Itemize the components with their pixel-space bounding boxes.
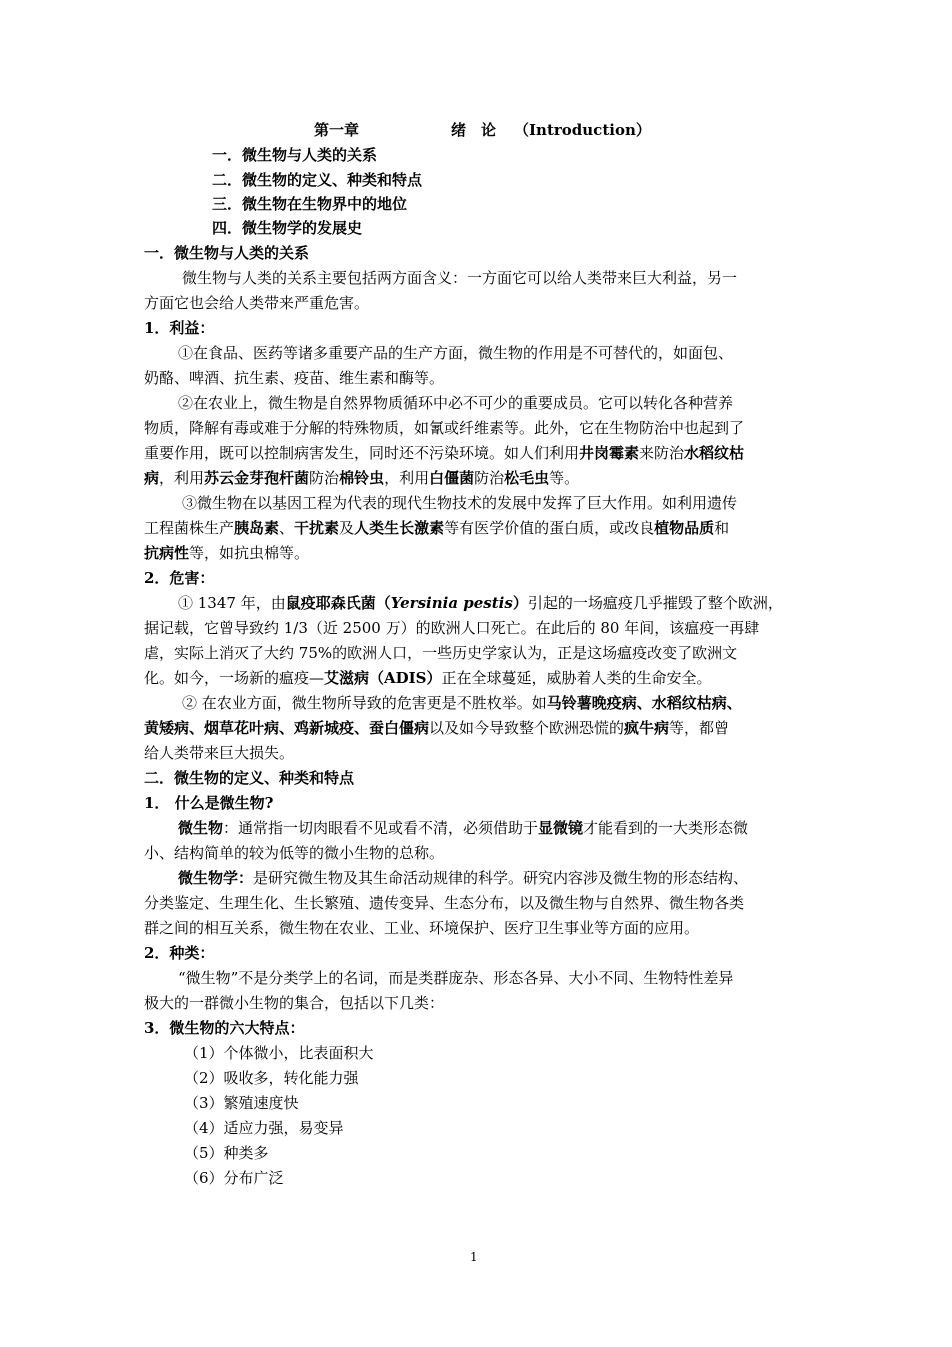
benefit-2-line-3 xyxy=(144,441,812,466)
text-run: 引起的一场瘟疫几乎摧毁了整个欧洲， xyxy=(527,594,783,612)
text-run: 才能看到的一大类形态微 xyxy=(583,819,749,837)
text-run: 和 xyxy=(714,519,730,537)
section-2 xyxy=(144,766,812,1191)
benefit-2-line-4 xyxy=(144,466,812,491)
term-animal-diseases: 黄矮病、烟草花叶病、鸡新城疫、蚕白僵病 xyxy=(144,719,430,737)
what-is-heading: 1． 什么是微生物? xyxy=(144,794,274,812)
harm-1-line-2: 据记载，它曾导致约 1/3（近 2500 万）的欧洲人口死亡。在此后的 80 年间，该瘟疫一再肆 xyxy=(144,619,760,637)
text-run: 防治 xyxy=(474,469,505,487)
text-run: 重要作用，既可以控制病害发生，同时还不污染环境。如人们利用 xyxy=(144,444,580,462)
toc-item-2: 二．微生物的定义、种类和特点 xyxy=(212,171,423,189)
term-insulin: 胰岛素 xyxy=(234,519,280,537)
term-pine-caterpillar: 松毛虫 xyxy=(504,469,550,487)
definition-2-line-1 xyxy=(144,866,812,891)
text-run: 等，都曾 xyxy=(669,719,730,737)
feature-item-4: （4）适应力强，易变异 xyxy=(184,1119,344,1137)
text-run: 是研究微生物及其生命活动规律的科学。研究内容涉及微生物的形态结构、 xyxy=(253,869,749,887)
harm-2-line-2 xyxy=(144,716,812,741)
text-run: 来防治 xyxy=(639,444,685,462)
harm-1-line-4 xyxy=(144,666,812,691)
text-run: 等，如抗虫棉等。 xyxy=(189,544,310,562)
toc-item-4: 四．微生物学的发展史 xyxy=(212,219,363,237)
kinds-line-1: “微生物”不是分类学上的名词，而是类群庞杂、形态各异、大小不同、生物特性差异 xyxy=(178,969,734,987)
feature-item-3: （3）繁殖速度快 xyxy=(184,1094,299,1112)
text-run: 防治 xyxy=(309,469,340,487)
text-run: ） xyxy=(512,594,528,612)
chapter-title xyxy=(314,118,651,143)
text-run: 等有医学价值的蛋白质，或改良 xyxy=(444,519,655,537)
page-number: 1 xyxy=(470,1250,478,1264)
text-run: ，利用 xyxy=(384,469,430,487)
term-growth-hormone: 人类生长激素 xyxy=(354,519,445,537)
term-yersinia: 鼠疫耶森氏菌（ xyxy=(285,594,391,612)
term-cotton-bollworm: 棉铃虫 xyxy=(339,469,385,487)
benefit-1-line-1: ①在食品、医药等诸多重要产品的生产方面，微生物的作用是不可替代的，如面包、 xyxy=(178,344,734,362)
term-crop-diseases: 马铃薯晚疫病、水稻纹枯病、 xyxy=(546,694,742,712)
chapter-title-word: 绪 论 xyxy=(451,121,497,139)
section-2-heading: 二．微生物的定义、种类和特点 xyxy=(144,769,355,787)
text-run: ：通常指一切肉眼看不见或看不清，必须借助于 xyxy=(223,819,539,837)
term-microorganism: 微生物 xyxy=(178,819,224,837)
feature-item-1: （1）个体微小，比表面积大 xyxy=(184,1044,374,1062)
text-run: 及 xyxy=(339,519,355,537)
toc-item-1: 一．微生物与人类的关系 xyxy=(212,146,378,164)
term-rice-sheath-blight: 水稻纹枯 xyxy=(684,444,745,462)
text-run: 、 xyxy=(279,519,295,537)
benefit-2-line-1: ②在农业上，微生物是自然界物质循环中必不可少的重要成员。它可以转化各种营养 xyxy=(178,394,734,412)
benefit-1-line-2: 奶酪、啤酒、抗生素、疫苗、维生素和酶等。 xyxy=(144,369,445,387)
intro-line-1: 微生物与人类的关系主要包括两方面含义：一方面它可以给人类带来巨大利益，另一 xyxy=(182,269,738,287)
harm-2-line-1 xyxy=(144,691,812,716)
chapter-title-en: （Introduction） xyxy=(514,121,651,139)
definition-1-line-1 xyxy=(144,816,812,841)
kinds-heading: 2．种类： xyxy=(144,944,215,962)
term-jinggangmycin: 井岗霉素 xyxy=(579,444,640,462)
harm-1-line-1 xyxy=(144,591,812,616)
text-run: ② 在农业方面，微生物所导致的危害更是不胜枚举。如 xyxy=(182,694,547,712)
text-run: 等。 xyxy=(549,469,580,487)
definition-2-line-2: 分类鉴定、生理生化、生长繁殖、遗传变异、生态分布，以及微生物与自然界、微生物各类 xyxy=(144,894,745,912)
benefit-2-line-2: 物质，降解有毒或难于分解的特殊物质，如氰或纤维素等。此外，它在生物防治中也起到了 xyxy=(144,419,745,437)
term-yersinia-latin: Yersinia pestis xyxy=(390,594,513,612)
chapter-label: 第一章 xyxy=(314,121,360,139)
term-disease-resistance: 抗病性 xyxy=(144,544,190,562)
features-heading: 3．微生物的六大特点： xyxy=(144,1019,305,1037)
term-aids: 艾滋病（ADIS） xyxy=(324,669,442,687)
term-interferon: 干扰素 xyxy=(294,519,340,537)
text-run: 化。如今，一场新的瘟疫— xyxy=(144,669,325,687)
term-bt: 苏云金芽孢杆菌 xyxy=(204,469,310,487)
term-rice-sheath-blight-end: 病 xyxy=(144,469,160,487)
term-microbiology: 微生物学： xyxy=(178,869,254,887)
term-beauveria: 白僵菌 xyxy=(429,469,475,487)
text-run: ，利用 xyxy=(159,469,205,487)
kinds-line-2: 极大的一群微小生物的集合，包括以下几类： xyxy=(144,994,445,1012)
benefit-heading: 1．利益： xyxy=(144,319,215,337)
benefit-3-line-3 xyxy=(144,541,812,566)
text-run: 以及如今导致整个欧洲恐慌的 xyxy=(429,719,625,737)
term-microscope: 显微镜 xyxy=(538,819,584,837)
benefit-3-line-1: ③微生物在以基因工程为代表的现代生物技术的发展中发挥了巨大作用。如利用遗传 xyxy=(182,494,738,512)
definition-1-line-2: 小、结构简单的较为低等的微小生物的总称。 xyxy=(144,844,445,862)
definition-2-line-3: 群之间的相互关系，微生物在农业、工业、环境保护、医疗卫生事业等方面的应用。 xyxy=(144,919,700,937)
harm-heading: 2．危害： xyxy=(144,569,215,587)
text-run: ① 1347 年，由 xyxy=(178,594,286,612)
feature-item-5: （5）种类多 xyxy=(184,1144,269,1162)
harm-1-line-3: 虐，实际上消灭了大约 75%的欧洲人口，一些历史学家认为，正是这场瘟疫改变了欧洲文 xyxy=(144,644,738,662)
section-1-heading: 一．微生物与人类的关系 xyxy=(144,244,310,262)
intro-line-2: 方面它也会给人类带来严重危害。 xyxy=(144,294,370,312)
toc-item-3: 三．微生物在生物界中的地位 xyxy=(212,195,408,213)
harm-2-line-3: 给人类带来巨大损失。 xyxy=(144,744,295,762)
term-plant-quality: 植物品质 xyxy=(654,519,715,537)
text-run: 工程菌株生产 xyxy=(144,519,235,537)
text-run: 正在全球蔓延，威胁着人类的生命安全。 xyxy=(441,669,712,687)
benefit-3-line-2 xyxy=(144,516,812,541)
term-mad-cow: 疯牛病 xyxy=(624,719,670,737)
section-1 xyxy=(144,241,812,766)
feature-item-2: （2）吸收多，转化能力强 xyxy=(184,1069,359,1087)
feature-item-6: （6）分布广泛 xyxy=(184,1169,284,1187)
